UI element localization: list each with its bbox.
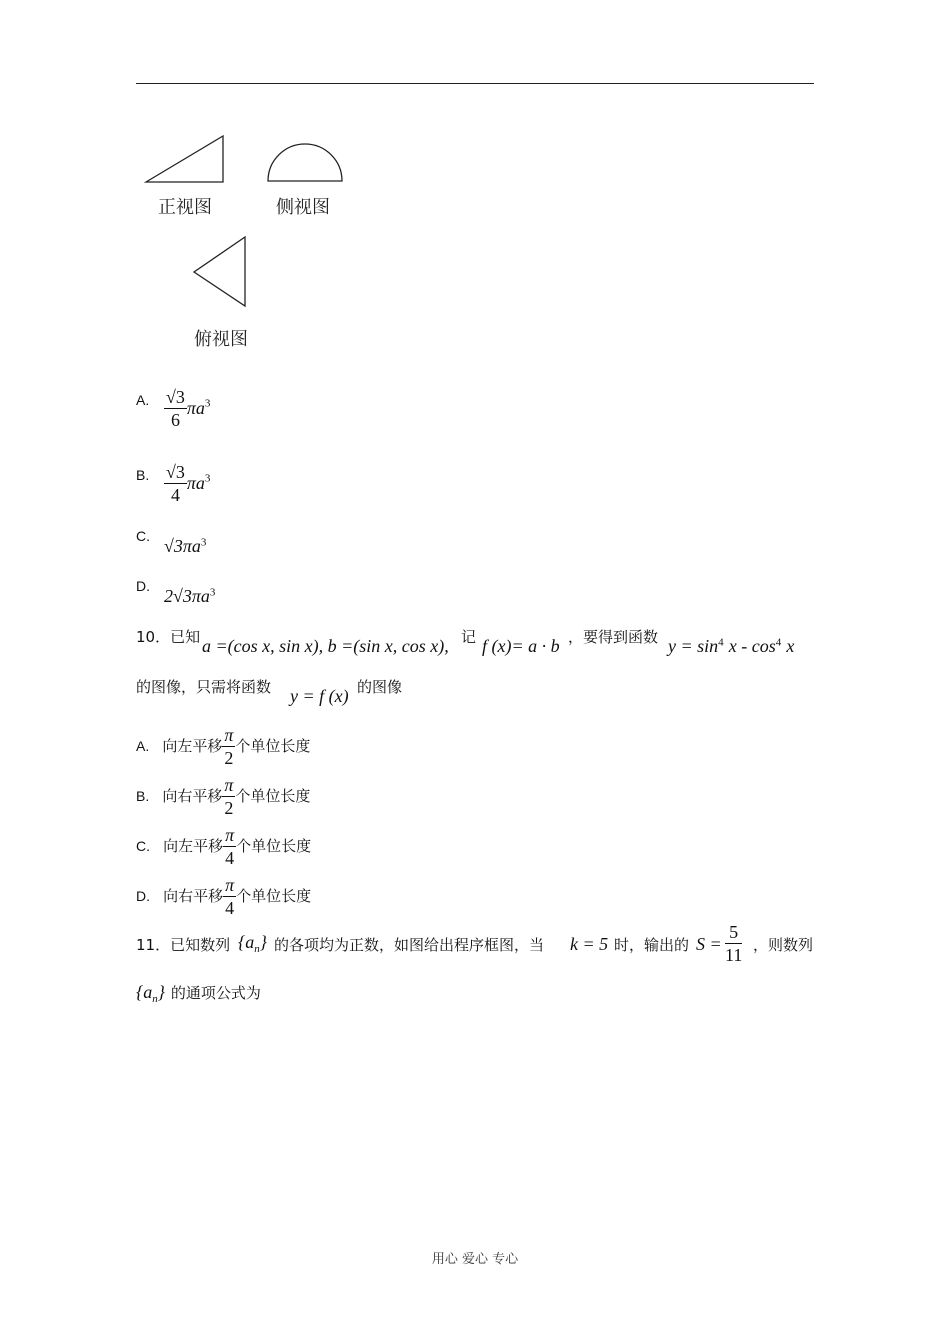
q11-number: 11．已知数列 [136,936,231,954]
sequence-open: {a [238,932,255,952]
front-view-triangle [146,136,223,182]
q10-line1 [136,626,200,647]
front-view-caption: 正视图 [158,197,212,218]
q10-vectors: a =(cos x, sin x), b =(sin x, cos x), [202,636,449,656]
sequence-close: } [259,932,267,952]
fraction-denominator: 6 [170,410,180,430]
option-text: 个单位长度 [236,887,312,905]
option-text: 向左平移 [162,737,223,755]
option-text: 向右平移 [162,787,223,805]
fraction-numerator: √3 [166,462,185,482]
q11-text1: 的各项均为正数，如图给出程序框图，当 [274,936,545,954]
q10-option-c [136,824,311,869]
fraction-numerator: π [224,775,234,795]
q10-line2-post: 的图像 [357,678,403,696]
option-label: B. [136,788,150,804]
option-label: D. [136,578,150,594]
q10-line2-func: y = f (x) [290,686,349,706]
option-label: B. [136,467,150,483]
q9-option-d [164,586,215,607]
q11-k-value: k = 5 [570,934,609,954]
q11-sequence [238,932,267,955]
exponent: 4 [775,636,782,649]
fraction-denominator: 2 [224,748,234,768]
three-view-drawing [140,130,360,320]
q10-mid-text: ，要得到函数 [568,628,659,646]
option-text: 个单位长度 [235,787,311,805]
top-view-caption: 俯视图 [194,329,248,350]
target-part: x - cos [728,636,776,656]
q11-line2 [136,982,261,1005]
q9-option-c [164,536,206,557]
q10-option-a [136,724,310,769]
option-label: A. [136,738,150,754]
exponent: 3 [209,586,216,599]
exponent: 3 [200,536,207,549]
q10-f-definition: f (x)= a · b [482,636,560,656]
exponent: 3 [204,472,211,485]
sequence-close: } [157,982,165,1002]
fraction-denominator: 11 [725,945,743,965]
option-text: 向左平移 [163,837,224,855]
q11-text2: 时，输出的 [614,936,690,954]
option-expression: 2√3πa [164,586,210,606]
fraction-denominator: 4 [225,848,235,868]
option-term: πa [186,473,205,493]
q10-option-d [136,874,311,919]
option-label: D. [136,888,150,904]
exponent: 4 [718,636,724,649]
fraction-numerator: π [224,725,234,745]
q10-ji: 记 [461,628,477,646]
option-label: C. [136,838,150,854]
q9-option-b [164,461,210,506]
option-text: 个单位长度 [236,837,312,855]
q11-text3: ，则数列 [753,936,814,954]
q10-target-function [668,636,794,657]
subscript: n [254,943,260,956]
option-term: πa [186,398,205,418]
fraction-denominator: 2 [224,798,234,818]
q11-s-label: S = [696,934,722,954]
fraction-denominator: 4 [225,898,235,918]
q11-line2-text: 的通项公式为 [170,984,261,1002]
subscript: n [152,993,158,1006]
option-expression: √3πa [164,536,201,556]
q10-option-b [136,774,310,819]
q10-line2-pre: 的图像，只需将函数 [136,678,272,696]
option-text: 个单位长度 [235,737,311,755]
target-part: x [786,636,795,656]
q11-s-fraction [725,921,742,966]
option-label: A. [136,392,150,408]
target-part: y = sin [668,636,719,656]
question-number: 10．已知 [136,628,201,646]
page-footer: 用心 爱心 专心 [431,1252,519,1267]
top-view-triangle [194,237,245,306]
header-rule [136,83,814,84]
option-label: C. [136,528,150,544]
fraction-denominator: 4 [170,485,180,505]
sequence-open: {a [136,982,153,1002]
option-text: 向右平移 [163,887,224,905]
fraction-numerator: π [225,875,235,895]
fraction-numerator: √3 [166,387,185,407]
q9-option-a [164,386,210,431]
fraction-numerator: π [225,825,235,845]
fraction-numerator: 5 [725,921,742,944]
exponent: 3 [204,397,211,410]
side-view-caption: 侧视图 [276,197,330,218]
side-view-semicircle [268,144,342,181]
